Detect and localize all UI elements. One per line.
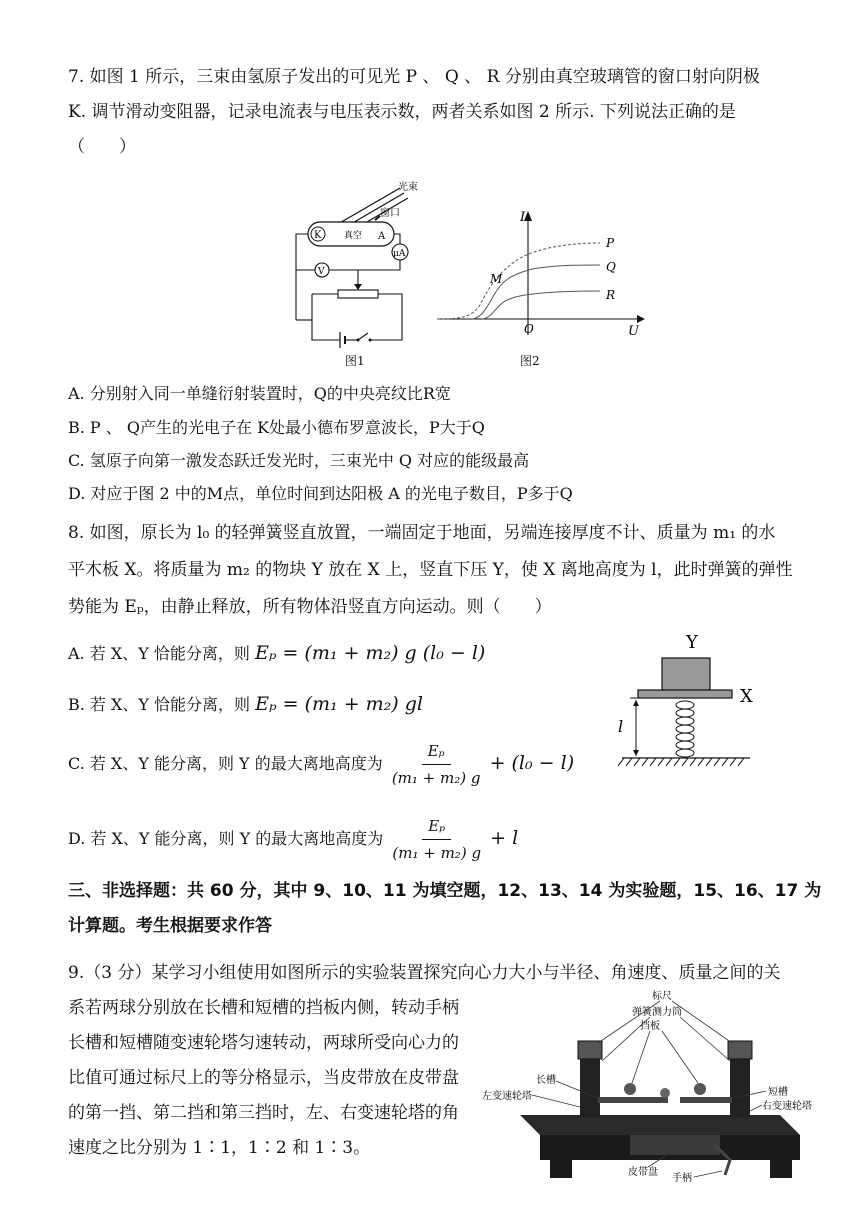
block-y xyxy=(662,658,710,690)
ruler-label: 标尺 xyxy=(652,991,672,1002)
q8-option-d-denominator: (m₁ + m₂) g xyxy=(392,844,482,862)
q7-answer-bracket: （ ） xyxy=(68,137,136,157)
q8-option-c-fraction xyxy=(392,740,481,789)
q9-apparatus-figure xyxy=(480,985,820,1190)
q9-stem-line-4: 比值可通过标尺上的等分格显示，当皮带放在皮带盘 xyxy=(68,1068,459,1088)
origin-label: O xyxy=(524,322,534,336)
q8-option-d-text: D. 若 X、Y 能分离，则 Y 的最大离地高度为 xyxy=(68,829,384,848)
short-groove-label: 短槽 xyxy=(768,1087,788,1098)
q8-option-a-formula: Eₚ = (m₁ + m₂) g (l₀ − l) xyxy=(254,642,486,664)
apparatus-top xyxy=(520,1115,800,1135)
board-x-label: X xyxy=(740,686,753,707)
baffle-label: 挡板 xyxy=(640,1021,660,1032)
belt-pulley-label: 皮带盘 xyxy=(628,1167,658,1178)
q7-figure-2-caption: 图2 xyxy=(520,354,540,368)
q8-spring-figure xyxy=(610,630,790,780)
spring xyxy=(676,701,694,757)
block-y-label: Y xyxy=(686,632,698,653)
q8-stem-line-2: 平木板 X。将质量为 m₂ 的物块 Y 放在 X 上，竖直下压 Y，使 X 离地高度为 l，此时弹簧的弹性 xyxy=(68,560,793,580)
q8-stem-line-1: 8. 如图，原长为 l₀ 的轻弹簧竖直放置，一端固定于地面，另端连接厚度不计、质量为 m₁ 的水 xyxy=(68,523,776,543)
q7-option-c: C. 氢原子向第一激发态跃迁发光时，三束光中 Q 对应的能级最高 xyxy=(68,451,530,470)
vacuum-label: 真空 xyxy=(344,231,363,241)
right-tower-label: 右变速轮塔 xyxy=(762,1101,812,1112)
spring-gauge-label: 弹簧测力筒 xyxy=(632,1007,682,1018)
board-x xyxy=(638,690,732,698)
voltmeter-label: V xyxy=(318,267,325,277)
q8-option-a xyxy=(68,642,485,665)
r-curve-label: R xyxy=(606,288,616,302)
ammeter-label: μA xyxy=(393,249,406,259)
q7-option-d: D. 对应于图 2 中的M点，单位时间到达阳极 A 的光电子数目，P多于Q xyxy=(68,484,573,503)
q7-figure-1-circuit xyxy=(290,180,420,370)
q8-stem-line-3: 势能为 Eₚ，由静止释放，所有物体沿竖直方向运动。则（ ） xyxy=(68,597,552,617)
long-groove-label: 长槽 xyxy=(536,1075,556,1086)
section-3-heading-line-1: 三、非选择题：共 60 分，其中 9、10、11 为填空题，12、13、14 为实验题，15、16、17 为 xyxy=(68,881,822,901)
q7-option-b: B. P 、 Q产生的光电子在 K处最小德布罗意波长，P大于Q xyxy=(68,418,485,437)
i-axis-label: I xyxy=(520,210,526,225)
rheostat xyxy=(338,290,378,298)
window-label: 窗口 xyxy=(380,208,400,219)
q8-option-b-formula: Eₚ = (m₁ + m₂) gl xyxy=(255,693,423,715)
q8-option-d-fraction xyxy=(392,815,481,864)
q8-option-c-text: C. 若 X、Y 能分离，则 Y 的最大离地高度为 xyxy=(68,754,383,773)
u-axis-label: U xyxy=(628,324,639,339)
q9-stem-line-3: 长槽和短槽随变速轮塔匀速转动，两球所受向心力的 xyxy=(68,1033,459,1053)
q8-option-c xyxy=(68,740,574,789)
q7-figure-1-caption: 图1 xyxy=(345,354,365,368)
q8-option-c-numerator: Eₚ xyxy=(422,740,451,765)
q7-option-a: A. 分别射入同一单缝衍射装置时，Q的中央亮纹比R宽 xyxy=(68,384,451,403)
q9-stem-line-2: 系若两球分别放在长槽和短槽的挡板内侧，转动手柄 xyxy=(68,998,459,1018)
cathode-label: K xyxy=(314,230,322,241)
q8-option-b xyxy=(68,693,423,716)
q8-option-d xyxy=(68,815,518,864)
left-tower-label: 左变速轮塔 xyxy=(482,1091,532,1102)
curve-p xyxy=(437,243,600,319)
q7-stem-line-1: 7. 如图 1 所示，三束由氢原子发出的可见光 P 、 Q 、 R 分别由真空玻璃管的窗口射向阴极 xyxy=(68,67,760,87)
q8-option-b-text: B. 若 X、Y 恰能分离，则 xyxy=(68,695,251,714)
q8-option-c-denominator: (m₁ + m₂) g xyxy=(391,769,481,787)
handle-label: 手柄 xyxy=(672,1173,692,1184)
anode-label: A xyxy=(378,231,386,242)
q8-option-d-tail: + l xyxy=(490,827,519,849)
height-l-label: l xyxy=(618,717,624,736)
p-curve-label: P xyxy=(606,236,615,250)
q9-stem-line-5: 的第一挡、第二挡和第三挡时，左、右变速轮塔的角 xyxy=(68,1103,459,1123)
q7-figure-2-graph xyxy=(432,205,647,345)
curve-r xyxy=(482,291,600,319)
q9-stem-line-6: 速度之比分别为 1∶1，1∶2 和 1∶3。 xyxy=(68,1138,371,1158)
q-curve-label: Q xyxy=(606,260,616,274)
q8-option-c-tail: + (l₀ − l) xyxy=(489,752,575,774)
m-point-label: M xyxy=(490,272,503,286)
q8-option-a-text: A. 若 X、Y 恰能分离，则 xyxy=(68,644,250,663)
q9-stem-line-1: 9.（3 分）某学习小组使用如图所示的实验装置探究向心力大小与半径、角速度、质量之间的关 xyxy=(68,963,781,983)
q7-stem-line-2: K. 调节滑动变阻器，记录电流表与电压表示数，两者关系如图 2 所示. 下列说法正确的是 xyxy=(68,102,736,122)
beam-label: 光束 xyxy=(398,182,418,193)
section-3-heading-line-2: 计算题。考生根据要求作答 xyxy=(68,916,272,936)
q8-option-d-numerator: Eₚ xyxy=(422,815,451,840)
